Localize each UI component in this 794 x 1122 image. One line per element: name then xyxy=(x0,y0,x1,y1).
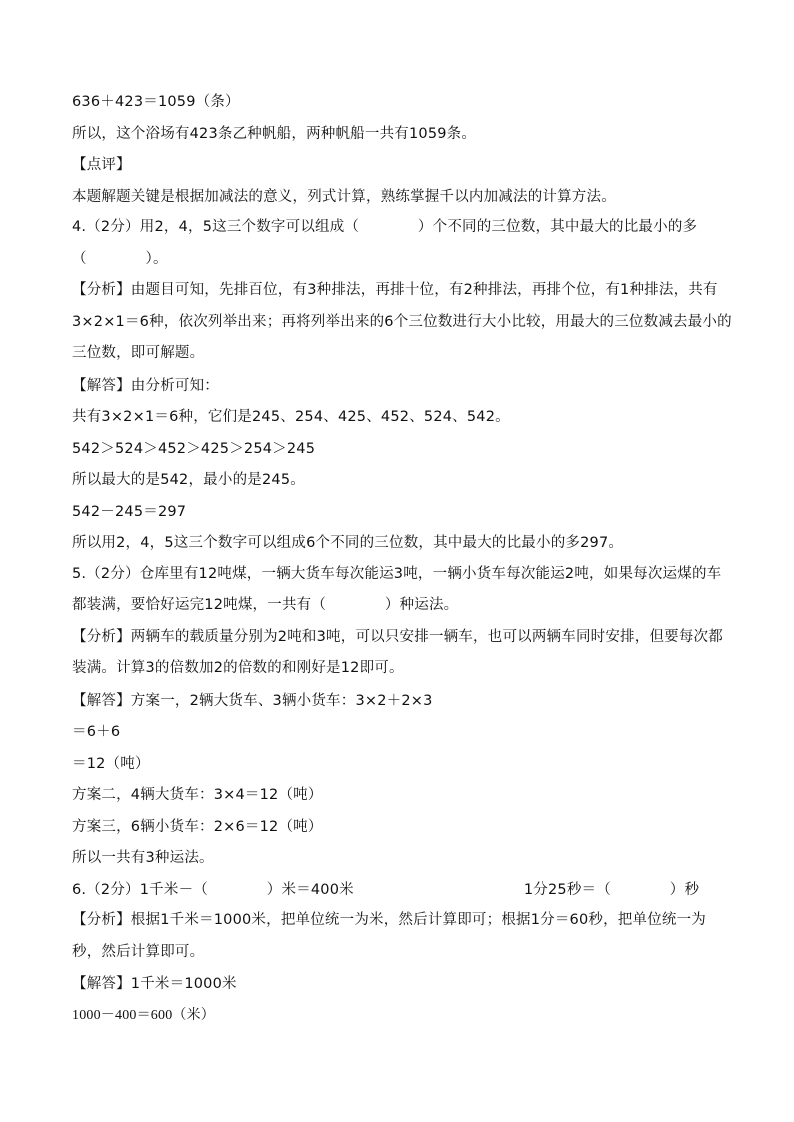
text-line: 所以最大的是542，最小的是245。 xyxy=(72,472,305,488)
equation-line: 1000－400＝600（米） xyxy=(72,1007,215,1023)
equation-line: 542－245＝297 xyxy=(72,503,187,520)
text-line: 方案二，4辆大货车：3×4＝12（吨） xyxy=(72,787,323,803)
text-line: 所以用2，4，5这三个数字可以组成6个不同的三位数，其中最大的比最小的多297。 xyxy=(72,535,624,551)
question-6-part-1: 6.（2分）1千米－（ ）米＝400米 xyxy=(72,881,354,898)
question-5: 5.（2分）仓库里有12吨煤，一辆大货车每次能运3吨，一辆小货车每次能运2吨，如果每次运煤的车都装满，要恰好运完12吨煤，一共有（ ）种运法。 xyxy=(72,565,722,614)
section-heading-comment: 【点评】 xyxy=(72,157,131,173)
analysis-paragraph: 【分析】由题目可知，先排百位，有3种排法，再排十位，有2种排法，再排个位，有1种排法，共有3×2×1＝6种，依次列举出来；再将列举出来的6个三位数进行大小比较，用最大的三位数减去最小的三位数，即可解题。 xyxy=(72,282,732,362)
document-page xyxy=(72,92,732,1037)
text-line: 共有3×2×1＝6种，它们是245、254、425、452、524、542。 xyxy=(72,409,510,425)
text-line: 所以，这个浴场有423条乙种帆船，两种帆船一共有1059条。 xyxy=(72,125,477,142)
question-6-part-2: 1分25秒＝（ ）秒 xyxy=(523,881,700,898)
text-line: 本题解题关键是根据加减法的意义，列式计算，熟练掌握千以内加减法的计算方法。 xyxy=(72,188,616,205)
text-line: 所以一共有3种运法。 xyxy=(72,850,214,866)
answer-line: 【解答】方案一，2辆大货车、3辆小货车：3×2＋2×3 xyxy=(72,692,433,709)
analysis-paragraph: 【分析】两辆车的载质量分别为2吨和3吨，可以只安排一辆车，也可以两辆车同时安排，但要每次都装满。计算3的倍数加2的倍数的和刚好是12即可。 xyxy=(72,628,723,677)
equation-line: ＝12（吨） xyxy=(72,755,150,772)
text-line: 方案三，6辆小货车：2×6＝12（吨） xyxy=(72,818,323,835)
analysis-paragraph: 【分析】根据1千米＝1000米，把单位统一为米，然后计算即可；根据1分＝60秒，把单位统一为秒，然后计算即可。 xyxy=(72,912,706,960)
question-4: 4.（2分）用2，4，5这三个数字可以组成（ ）个不同的三位数，其中最大的比最小的多（ ）。 xyxy=(72,219,698,267)
equation-line: 542＞524＞452＞425＞254＞245 xyxy=(72,440,316,457)
equation-line: 636＋423＝1059（条） xyxy=(72,94,240,110)
question-6 xyxy=(72,880,732,900)
equation-line: ＝6＋6 xyxy=(72,724,121,740)
answer-heading: 【解答】由分析可知： xyxy=(72,377,219,394)
answer-line: 【解答】1千米＝1000米 xyxy=(72,976,237,992)
